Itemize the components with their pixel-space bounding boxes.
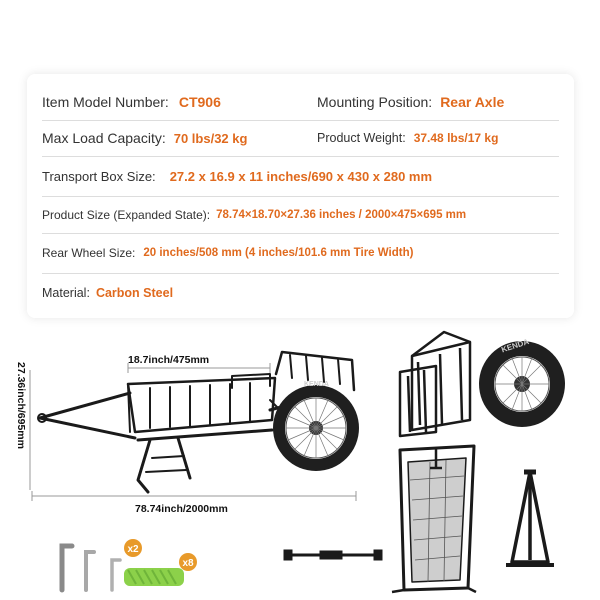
wrench-quantity-label: x2: [127, 544, 139, 555]
spare-wheel-image: [479, 341, 565, 427]
trailer-wheel-image: [273, 385, 359, 471]
weight-label: Product Weight:: [317, 131, 406, 145]
spec-row-box: [42, 156, 559, 197]
spec-row-size: [42, 196, 559, 234]
material-value: Carbon Steel: [95, 286, 174, 300]
spec-card: [27, 74, 574, 318]
basket-image: [392, 446, 476, 592]
hex-wrench-icon: [62, 546, 120, 590]
mount-group: [317, 94, 504, 110]
weight-group: [317, 131, 498, 145]
product-illustration: [0, 330, 600, 600]
model-label: Item Model Number:: [42, 94, 169, 110]
folded-frame-image: [400, 332, 470, 436]
size-label: Product Size (Expanded State):: [42, 207, 211, 222]
material-label: Material:: [42, 286, 90, 300]
strap-quantity-label: x8: [182, 558, 194, 569]
box-label: Transport Box Size:: [42, 168, 156, 184]
mount-value: Rear Axle: [440, 94, 505, 110]
length-dimension-label: 78.74inch/2000mm: [135, 503, 228, 515]
height-dimension-label: 27.36inch/695mm: [15, 362, 27, 449]
weight-value: 37.48 lbs/17 kg: [413, 131, 499, 145]
model-value: CT906: [178, 94, 221, 110]
wheel-label: Rear Wheel Size:: [42, 246, 136, 260]
size-value: 78.74×18.70×27.36 inches / 2000×475×695 mm: [216, 208, 467, 221]
wheel-value: 20 inches/508 mm (4 inches/101.6 mm Tire Width): [143, 247, 414, 259]
spec-row-load: [42, 120, 559, 157]
a-frame-image: [506, 472, 554, 565]
spec-row-material: [42, 273, 559, 313]
axle-image: [284, 550, 382, 560]
spec-row-model: [42, 84, 559, 121]
spec-row-wheel: [42, 233, 559, 274]
load-label: Max Load Capacity:: [42, 130, 166, 146]
tire-brand-label-spare: KENDA: [500, 337, 531, 355]
mount-label: Mounting Position:: [317, 94, 433, 110]
tire-brand-label-main: KENDA: [304, 381, 329, 388]
load-value: 70 lbs/32 kg: [173, 130, 248, 146]
strap-icon: [124, 568, 184, 586]
width-dimension-label: 18.7inch/475mm: [128, 354, 210, 366]
box-value: 27.2 x 16.9 x 11 inches/690 x 430 x 280 mm: [169, 168, 433, 184]
